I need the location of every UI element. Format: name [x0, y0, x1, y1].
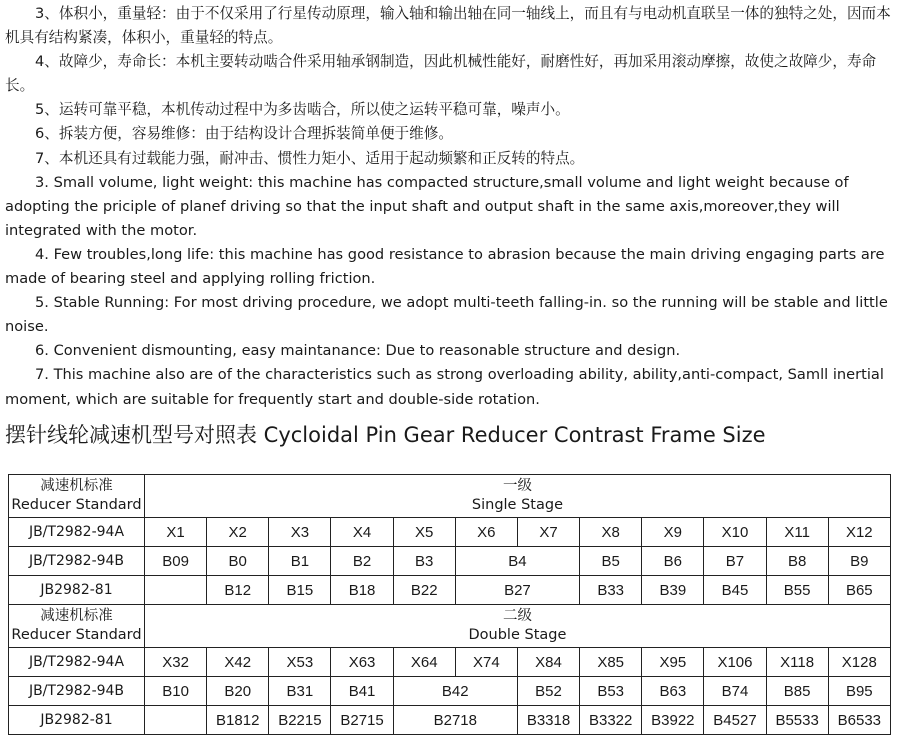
- table-cell-merged: B42: [393, 677, 517, 706]
- table-cell: B20: [207, 677, 269, 706]
- paragraph-en-3: 3. Small volume, light weight: this machine has compacted structure,small volume and light weight because of adopting the priciple of planef driving so that the input shaft and output shaft in the same axis,moreover,they will integrated with the motor.: [5, 173, 849, 239]
- paragraph-zh-7: 7、本机还具有过载能力强，耐冲击、惯性力矩小、适用于起动频繁和正反转的特点。: [35, 149, 585, 167]
- table-cell: B3322: [580, 706, 642, 735]
- table-cell: X8: [580, 518, 642, 547]
- table-cell: X10: [704, 518, 766, 547]
- row-label: JB2982-81: [9, 576, 145, 605]
- table-cell: B85: [766, 677, 828, 706]
- table-cell: [145, 706, 207, 735]
- table-cell: X118: [766, 648, 828, 677]
- table-cell: B1: [269, 547, 331, 576]
- stage-label-zh: 二级: [502, 608, 532, 624]
- table-cell: X5: [393, 518, 455, 547]
- row-label: JB/T2982-94A: [9, 518, 145, 547]
- table-title: 摆针线轮减速机型号对照表 Cycloidal Pin Gear Reducer Contrast Frame Size: [5, 422, 766, 447]
- paragraph-en-5: 5. Stable Running: For most driving procedure, we adopt multi-teeth falling-in. so the running will be stable and little noise.: [5, 294, 888, 336]
- stage-label-en: Double Stage: [468, 627, 567, 643]
- table-cell: X63: [331, 648, 393, 677]
- table-cell: B2715: [331, 706, 393, 735]
- table-header-row: [9, 475, 891, 518]
- table-cell: X32: [145, 648, 207, 677]
- table-cell: B09: [145, 547, 207, 576]
- table-cell: B3922: [642, 706, 704, 735]
- std-header-cell: [9, 605, 145, 648]
- table-cell: B7: [704, 547, 766, 576]
- table-row: [9, 648, 891, 677]
- table-cell: X42: [207, 648, 269, 677]
- table-cell: X3: [269, 518, 331, 547]
- table-cell: [145, 576, 207, 605]
- table-cell: X106: [704, 648, 766, 677]
- table-cell: B55: [766, 576, 828, 605]
- table-row: [9, 547, 891, 576]
- table-cell: B41: [331, 677, 393, 706]
- table-cell: X128: [828, 648, 890, 677]
- table-cell: B12: [207, 576, 269, 605]
- table-cell: B10: [145, 677, 207, 706]
- table-cell: B2215: [269, 706, 331, 735]
- table-cell-merged: B2718: [393, 706, 517, 735]
- stage-label-zh: 一级: [502, 478, 532, 494]
- table-cell: B15: [269, 576, 331, 605]
- table-cell: B3318: [517, 706, 579, 735]
- table-cell: B33: [580, 576, 642, 605]
- row-label: JB/T2982-94A: [9, 648, 145, 677]
- stage-header-cell: [145, 605, 891, 648]
- std-label-en: Reducer Standard: [11, 627, 142, 643]
- paragraph-zh-5: 5、运转可靠平稳，本机传动过程中为多齿啮合，所以使之运转平稳可靠，噪声小。: [35, 101, 570, 119]
- table-cell: B1812: [207, 706, 269, 735]
- frame-size-table: [8, 474, 891, 735]
- table-cell: X2: [207, 518, 269, 547]
- table-cell: B18: [331, 576, 393, 605]
- table-cell-merged: B27: [455, 576, 579, 605]
- row-label: JB/T2982-94B: [9, 677, 145, 706]
- table-cell: X85: [580, 648, 642, 677]
- paragraph-zh-4: 4、故障少，寿命长：本机主要转动啮合件采用轴承钢制造，因此机械性能好，耐磨性好，再加采用滚动摩擦，故使之故障少，寿命长。: [5, 53, 877, 95]
- table-cell: X95: [642, 648, 704, 677]
- table-cell: X84: [517, 648, 579, 677]
- row-label: JB2982-81: [9, 706, 145, 735]
- table-cell: X53: [269, 648, 331, 677]
- std-label-zh: 减速机标准: [40, 478, 113, 494]
- table-cell: X11: [766, 518, 828, 547]
- table-cell: X12: [828, 518, 890, 547]
- table-cell: B95: [828, 677, 890, 706]
- table-row: [9, 706, 891, 735]
- table-cell: B45: [704, 576, 766, 605]
- table-cell: X7: [517, 518, 579, 547]
- table-row: [9, 677, 891, 706]
- table-cell: B8: [766, 547, 828, 576]
- std-header-cell: [9, 475, 145, 518]
- table-cell: B22: [393, 576, 455, 605]
- table-cell: X6: [455, 518, 517, 547]
- table-cell: B31: [269, 677, 331, 706]
- table-cell: B6: [642, 547, 704, 576]
- table-cell: B63: [642, 677, 704, 706]
- table-cell: X74: [455, 648, 517, 677]
- paragraph-zh-3: 3、体积小，重量轻：由于不仅采用了行星传动原理，输入轴和输出轴在同一轴线上，而且有与电动机直联呈一体的独特之处，因而本机具有结构紧凑，体积小，重量轻的特点。: [5, 5, 891, 47]
- stage-header-cell: [145, 475, 891, 518]
- paragraph-en-4: 4. Few troubles,long life: this machine has good resistance to abrasion because the main driving engaging parts are made of bearing steel and applying rolling friction.: [5, 245, 885, 288]
- paragraph-zh-6: 6、拆装方便，容易维修：由于结构设计合理拆装简单便于维修。: [35, 125, 453, 143]
- table-cell: B39: [642, 576, 704, 605]
- table-cell: B53: [580, 677, 642, 706]
- stage-label-en: Single Stage: [471, 497, 563, 513]
- table-cell: B65: [828, 576, 890, 605]
- paragraph-en-6: 6. Convenient dismounting, easy maintanance: Due to reasonable structure and design.: [35, 342, 681, 360]
- table-cell-merged: B4: [455, 547, 579, 576]
- std-label-en: Reducer Standard: [11, 497, 142, 513]
- table-cell: B6533: [828, 706, 890, 735]
- table-cell: B74: [704, 677, 766, 706]
- table-cell: B4527: [704, 706, 766, 735]
- table-cell: X1: [145, 518, 207, 547]
- table-cell: B0: [207, 547, 269, 576]
- table-cell: B5533: [766, 706, 828, 735]
- table-cell: B5: [580, 547, 642, 576]
- table-cell: B52: [517, 677, 579, 706]
- table-row: [9, 518, 891, 547]
- table-cell: X4: [331, 518, 393, 547]
- table-cell: B9: [828, 547, 890, 576]
- table-row: [9, 576, 891, 605]
- table-cell: X9: [642, 518, 704, 547]
- table-cell: B2: [331, 547, 393, 576]
- table-cell: B3: [393, 547, 455, 576]
- std-label-zh: 减速机标准: [40, 608, 113, 624]
- table-cell: X64: [393, 648, 455, 677]
- row-label: JB/T2982-94B: [9, 547, 145, 576]
- table-header-row: [9, 605, 891, 648]
- paragraph-en-7: 7. This machine also are of the characteristics such as strong overloading ability, ability,anti-compact, Samll inertial moment, which are suitable for frequently start and double-side rotation.: [5, 366, 884, 408]
